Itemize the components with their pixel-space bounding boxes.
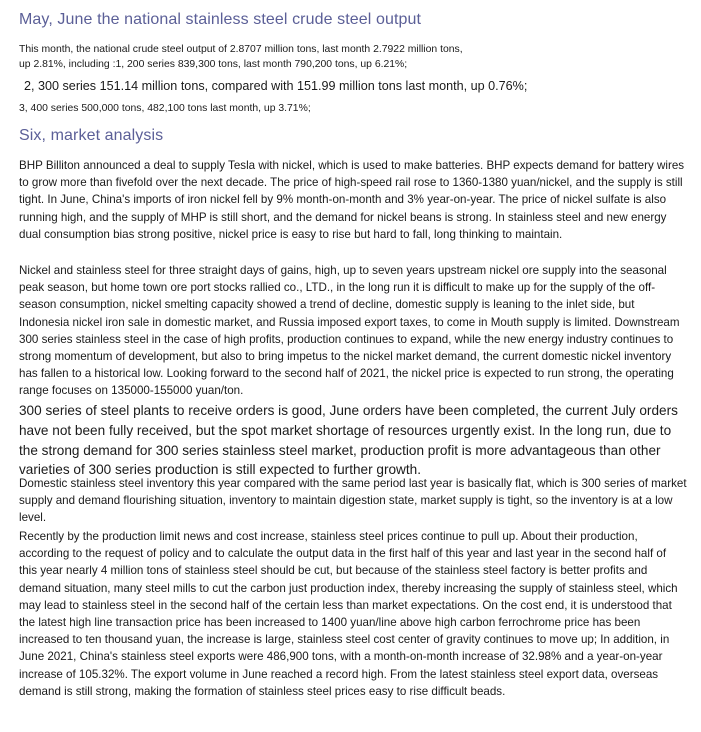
output-summary-line: This month, the national crude steel output of 2.8707 million tons, last month 2.7922 million tons, up 2.81%, including :1, 200 series 839,300 tons, last month 790,200 tons, up 6.21%; [19, 44, 463, 70]
paragraph-300-series-orders: 300 series of steel plants to receive orders is good, June orders have been completed, the current July orders have not been fully received, but the spot market shortage of resources urgently exist. In the long run, due to the strong demand for 300 series stainless steel market, production profit is more advantageous than other varieties of 300 series production is still expected to further growth. [19, 403, 678, 478]
paragraph-nickel-supply: BHP Billiton announced a deal to supply Tesla with nickel, which is used to make batteries. BHP expects demand for battery wires to grow more than fivefold over the next decade. The price of high-speed rail rose to 1360-1380 yuan/nickel, and the supply is still tight. In June, China's imports of iron nickel fell by 9% month-on-month and 3% year-on-year. The price of nickel sulfate is also running high, and the supply of MHP is still short, and the demand for nickel beans is strong. In stainless steel and new energy dual consumption bias strong positive, nickel price is easy to rise but hard to fall, long thinking to maintain. [19, 159, 685, 241]
paragraph-prices-exports: Recently by the production limit news and cost increase, stainless steel prices continue to pull up. About their production, according to the request of policy and to calculate the output data in the first half of this year and last year in the second half of this year nearly 4 million tons of stainless steel should be cut, but because of the stainless steel factory is better profits and demand situation, many steel mills to cut the carbon just production index, thereby increasing the supply of stainless steel, which may lead to stainless steel in the second half of the certain less than market expectations. On the cost end, it is understood that the latest high line transaction price has been increased to 1400 yuan/line above high carbon ferrochrome price has been increased to ten thousand yuan, the increase is large, stainless steel cost center of gravity continues to move up; In addition, in June 2021, China's stainless steel exports were 486,900 tons, with a month-on-month increase of 32.98% and a year-on-year increase of 105.32%. The export volume in June reached a record high. From the latest stainless steel export data, overseas demand is still strong, making the formation of stainless steel prices easy to rise difficult beads. [19, 530, 678, 698]
paragraph-inventory: Domestic stainless steel inventory this year compared with the same period last year is basically flat, which is 300 series of market supply and demand flourishing situation, inventory to maintain digestion state, market supply is tight, so the inventory is at a low level. [19, 477, 687, 525]
section-heading-steel-output: May, June the national stainless steel crude steel output [19, 11, 422, 28]
paragraph-nickel-outlook: Nickel and stainless steel for three straight days of gains, high, up to seven years upstream nickel ore supply into the seasonal peak season, but home town ore port stocks rallied co., LTD., in the long run it is difficult to make up for the supply of the off-season consumption, nickel smelting capacity showed a trend of decline, domestic supply is leaning to the inlet side, but Indonesia nickel iron sale in domestic market, and Russia imposed export taxes, to come in Mouth supply is limited. Downstream 300 series stainless steel in the case of high profits, production continues to expand, while the new energy industry continues to strong momentum of development, but also to bring impetus to the nickel market demand, the current domestic nickel inventory has fallen to a historical low. Looking forward to the second half of 2021, the nickel price is expected to run strong, the operating range focuses on 135000-155000 yuan/ton. [19, 264, 680, 398]
series-400-line: 3, 400 series 500,000 tons, 482,100 tons last month, up 3.71%; [19, 103, 311, 114]
section-heading-market-analysis: Six, market analysis [19, 127, 164, 144]
series-300-line: 2, 300 series 151.14 million tons, compared with 151.99 million tons last month, up 0.76%; [24, 79, 528, 93]
